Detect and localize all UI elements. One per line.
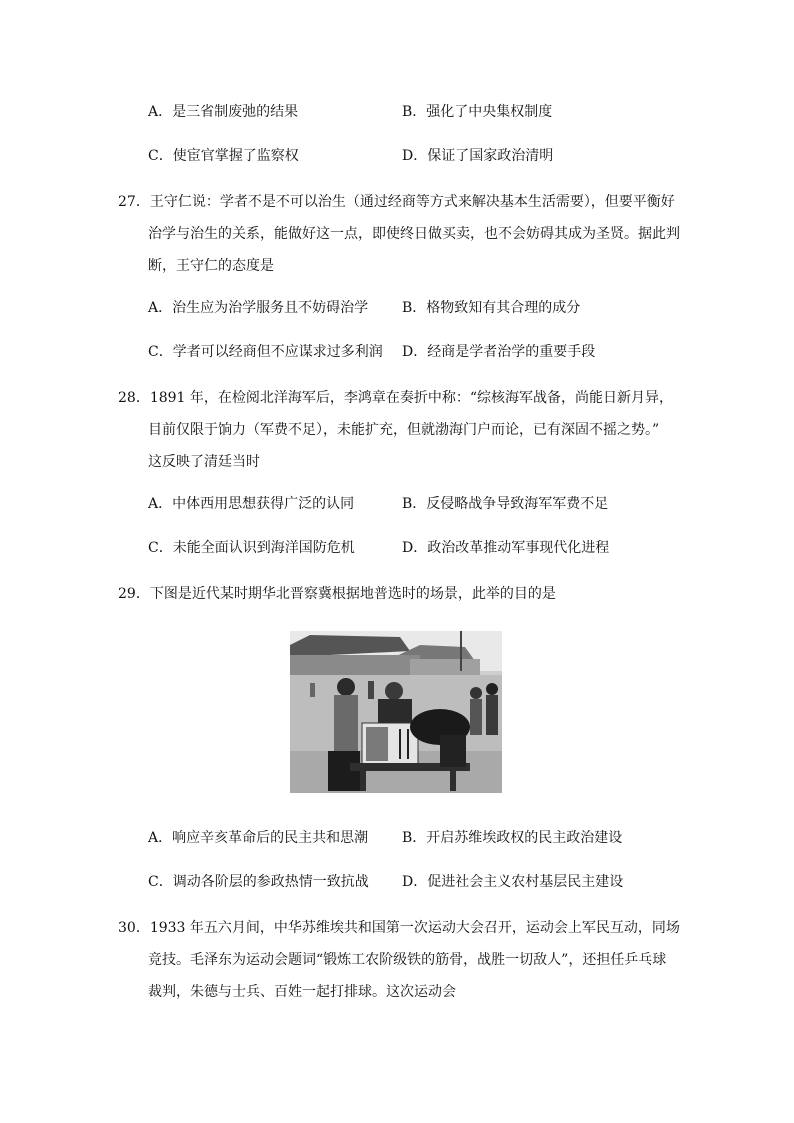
q28-line-3: 这反映了清廷当时	[148, 454, 260, 470]
question-28-stem	[118, 382, 674, 478]
q27-option-c[interactable]: C．学者可以经商但不应谋求过多利润	[148, 344, 383, 360]
q28-option-d[interactable]: D．政治改革推动军事现代化进程	[402, 540, 610, 556]
q29-line-1: 29．下图是近代某时期华北晋察冀根据地普选时的场景，此举的目的是	[118, 586, 556, 602]
q26-option-b[interactable]: B．强化了中央集权制度	[402, 104, 553, 120]
q26-option-d[interactable]: D．保证了国家政治清明	[402, 148, 554, 164]
q27-option-d[interactable]: D．经商是学者治学的重要手段	[402, 344, 596, 360]
q28-line-1: 28．1891 年，在检阅北洋海军后，李鸿章在奏折中称：“综核海军战备，尚能日新月异，	[118, 390, 674, 406]
q27-option-b[interactable]: B．格物致知有其合理的成分	[402, 300, 581, 316]
q27-line-3: 断，王守仁的态度是	[148, 258, 274, 274]
q28-option-c[interactable]: C．未能全面认识到海洋国防危机	[148, 540, 355, 556]
q26-options-row-1	[148, 100, 708, 124]
q30-line-1: 30．1933 年五六月间，中华苏维埃共和国第一次运动大会召开，运动会上军民互动，同场	[118, 920, 680, 936]
q29-option-a[interactable]: A．响应辛亥革命后的民主共和思潮	[148, 830, 369, 846]
q29-option-d[interactable]: D．促进社会主义农村基层民主建设	[402, 874, 624, 890]
q30-line-2: 竞技。毛泽东为运动会题词“锻炼工农阶级铁的筋骨，战胜一切敌人”，还担任乒乓球	[148, 952, 667, 968]
q29-option-b[interactable]: B．开启苏维埃政权的民主政治建设	[402, 830, 623, 846]
question-29-stem	[118, 578, 658, 610]
q28-option-a[interactable]: A．中体西用思想获得广泛的认同	[148, 496, 355, 512]
election-scene-illustration	[290, 631, 502, 793]
question-30-stem	[118, 912, 680, 1008]
election-photo	[290, 631, 502, 793]
q27-options-row-1	[148, 296, 708, 320]
q28-options-row-1	[148, 492, 708, 516]
q28-options-row-2	[148, 536, 708, 560]
q26-options-row-2	[148, 144, 708, 168]
q29-options-row-1	[148, 826, 708, 850]
q29-option-c[interactable]: C．调动各阶层的参政热情一致抗战	[148, 874, 369, 890]
question-27-stem	[118, 186, 680, 282]
q28-option-b[interactable]: B．反侵略战争导致海军军费不足	[402, 496, 609, 512]
q29-options-row-2	[148, 870, 708, 894]
q27-option-a[interactable]: A．治生应为治学服务且不妨碍治学	[148, 300, 369, 316]
q27-options-row-2	[148, 340, 708, 364]
q30-line-3: 裁判，朱德与士兵、百姓一起打排球。这次运动会	[148, 984, 456, 1000]
q28-line-2: 目前仅限于饷力（军费不足），未能扩充，但就渤海门户而论，已有深固不摇之势。”	[148, 422, 660, 438]
q26-option-a[interactable]: A．是三省制废弛的结果	[148, 104, 299, 120]
q26-option-c[interactable]: C．使宦官掌握了监察权	[148, 148, 299, 164]
q27-line-2: 治学与治生的关系，能做好这一点，即使终日做买卖，也不会妨碍其成为圣贤。据此判	[148, 226, 680, 242]
q27-line-1: 27．王守仁说：学者不是不可以治生（通过经商等方式来解决基本生活需要），但要平衡好	[118, 194, 675, 210]
